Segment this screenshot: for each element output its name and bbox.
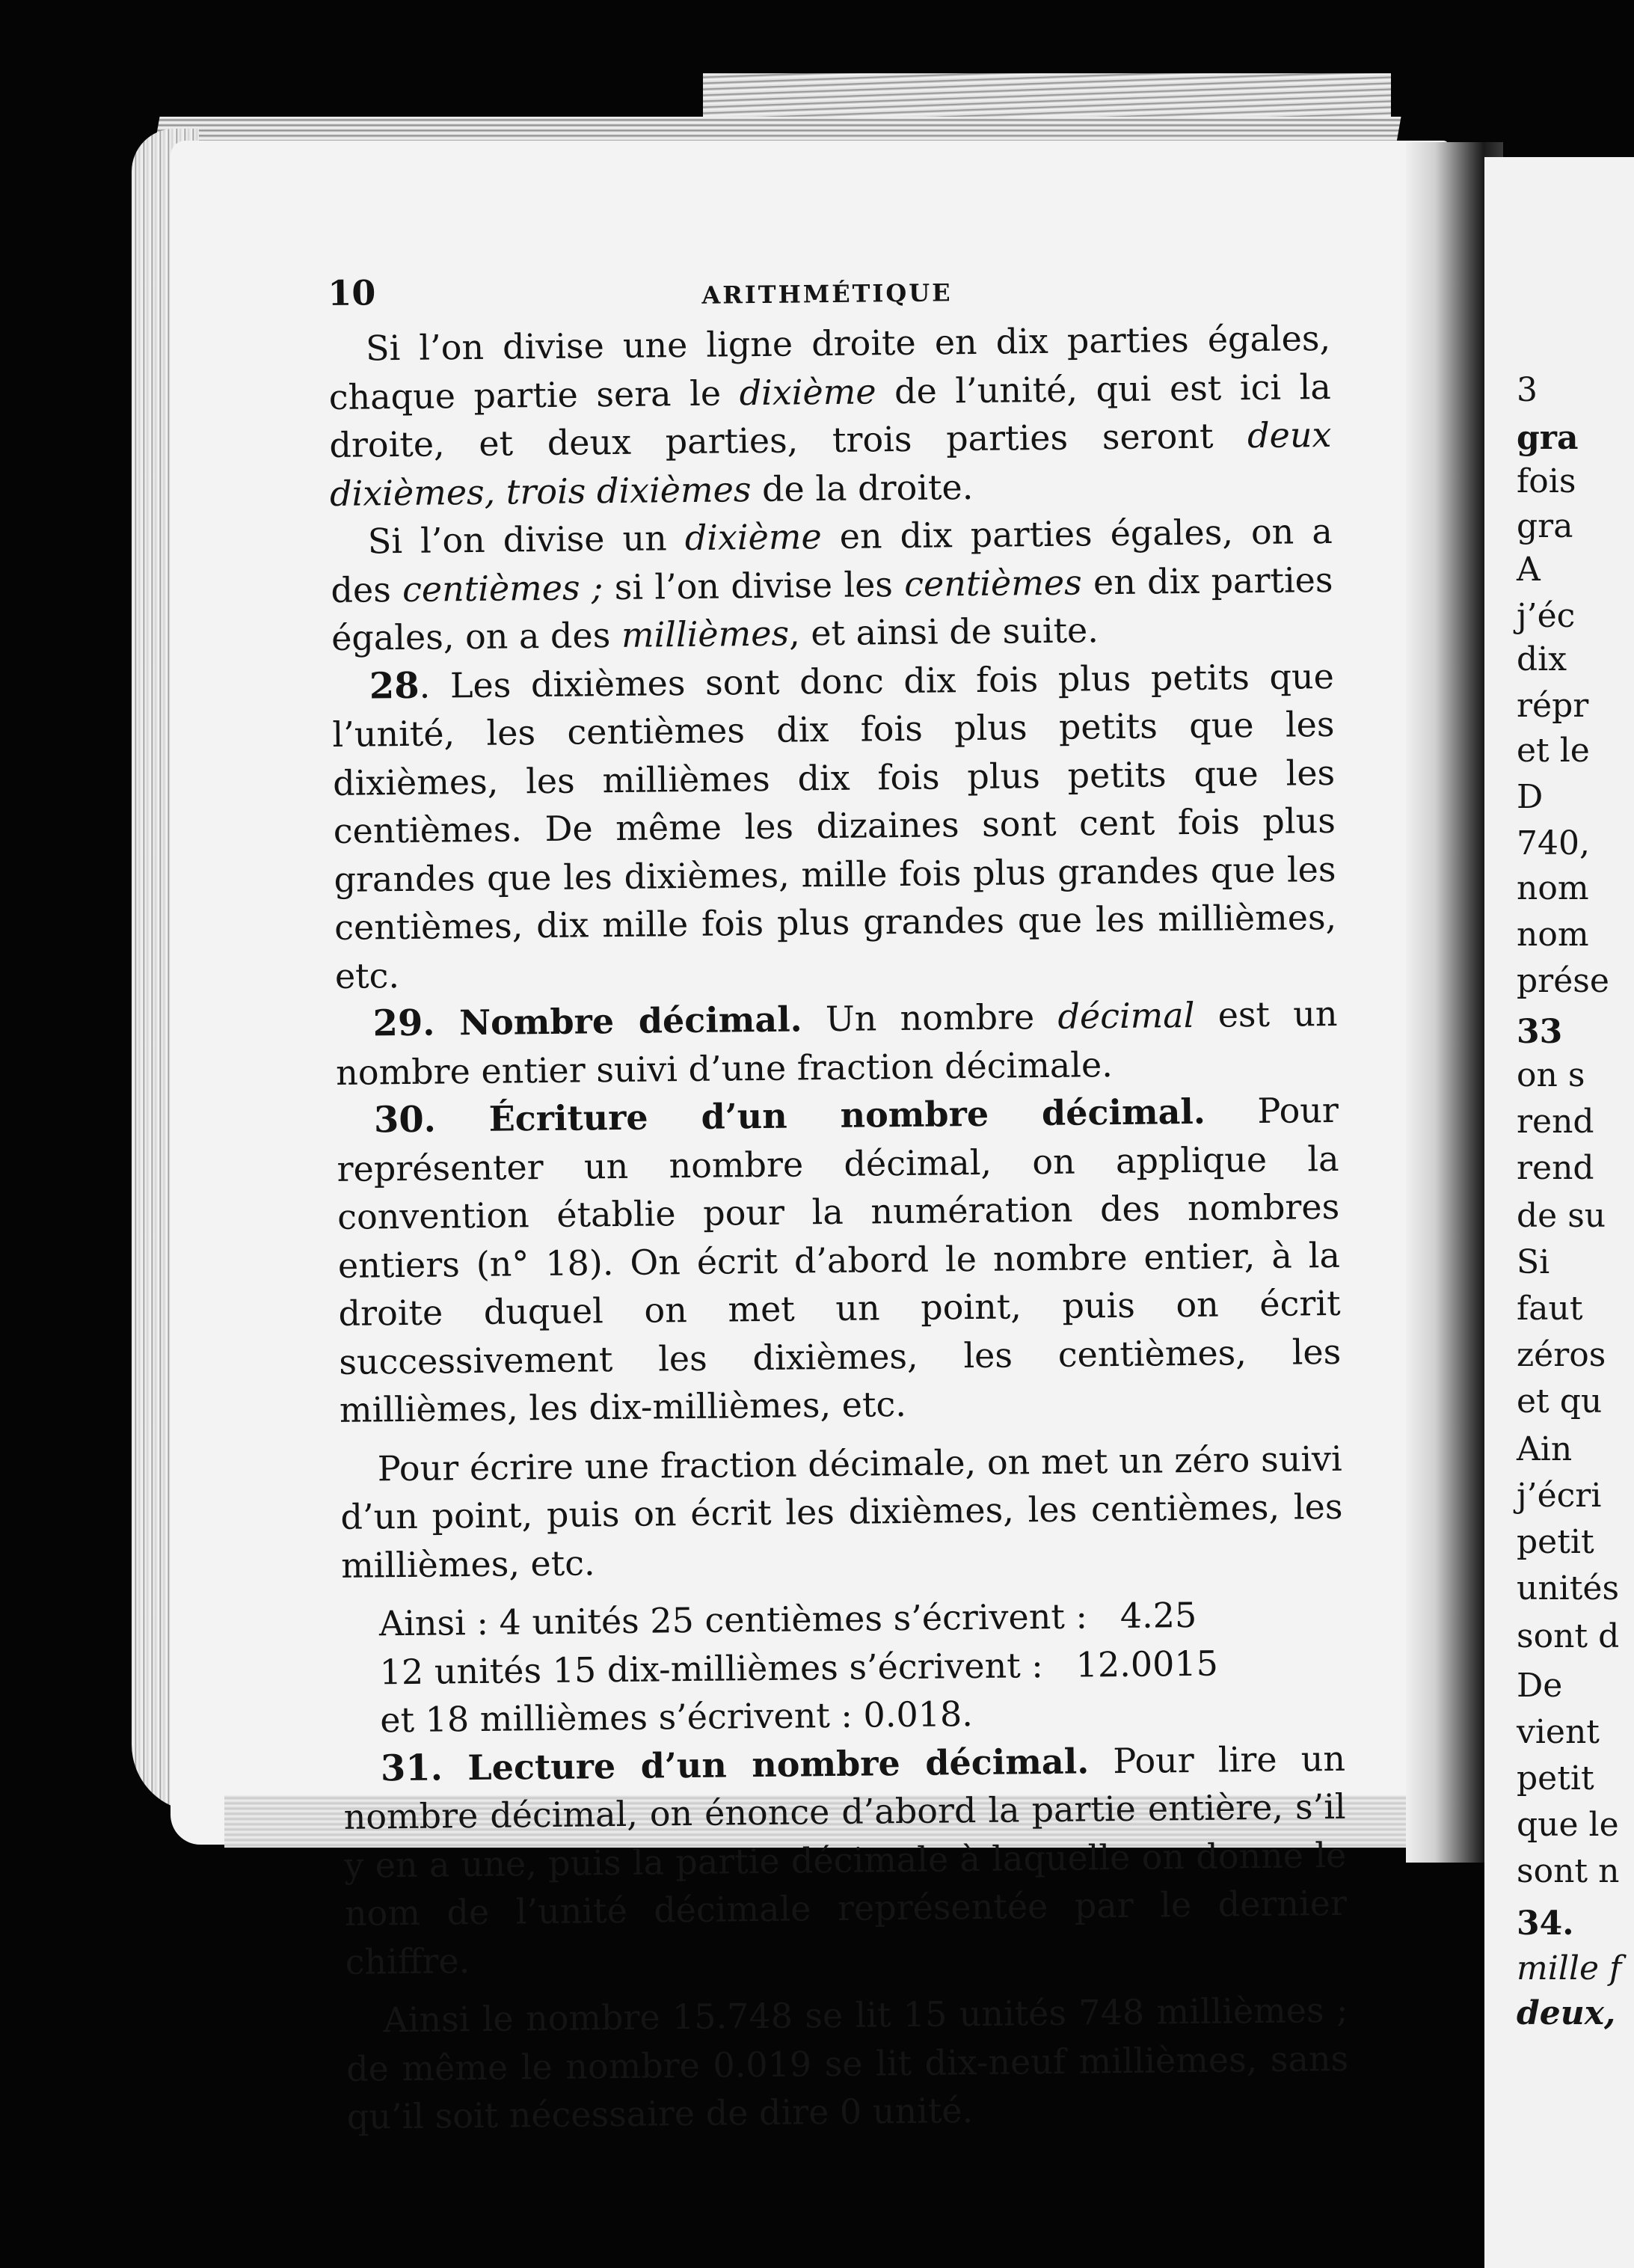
right-fragment: nom <box>1517 869 1589 907</box>
page-header <box>328 259 1330 322</box>
example-text: 12 unités 15 dix-millièmes s’écrivent : <box>379 1644 1044 1692</box>
paragraph-dixieme <box>328 314 1333 518</box>
right-fragment: De <box>1517 1667 1563 1705</box>
right-fragment: et qu <box>1517 1382 1603 1420</box>
italic-term: décimal <box>1057 994 1195 1037</box>
right-fragment: mille f <box>1517 1949 1622 1987</box>
text-run: , et ainsi de suite. <box>788 610 1099 654</box>
right-fragment: et le <box>1517 732 1590 770</box>
right-fragment: rend <box>1517 1103 1594 1141</box>
section-title: . Lecture d’un nombre décimal. <box>430 1740 1090 1789</box>
right-fragment: 33 <box>1517 1013 1563 1051</box>
section-31 <box>343 1734 1348 1986</box>
example-text: et 18 millièmes s’écrivent : <box>380 1694 853 1741</box>
right-fragment: gra <box>1517 419 1579 457</box>
right-fragment: 3 <box>1517 371 1538 409</box>
paragraph-fraction: Pour écrire une fraction décimale, on met un zéro suivi d’un point, puis on écrit les dixièmes, les centièmes, les millièmes, etc. <box>340 1438 1343 1586</box>
right-fragment: nom <box>1517 916 1589 954</box>
left-page-text <box>328 259 1349 2141</box>
running-title: ARITHMÉTIQUE <box>701 278 953 310</box>
right-fragment: 34. <box>1517 1904 1574 1943</box>
section-number: 28 <box>369 664 420 707</box>
section-28 <box>332 652 1338 1000</box>
italic-term: deux dixièmes, trois dixièmes <box>329 414 1332 514</box>
section-number: 29 <box>372 1002 423 1045</box>
right-fragment: petit <box>1517 1759 1594 1797</box>
text-run: Si l’on divise une ligne droite en dix parties égales, chaque partie sera le <box>328 317 1331 417</box>
right-fragment: que le <box>1517 1806 1619 1844</box>
right-fragment: deux, <box>1517 1994 1616 2032</box>
italic-term: millièmes <box>621 613 790 655</box>
right-fragment: gra <box>1517 507 1573 545</box>
section-30 <box>337 1086 1342 1435</box>
right-fragment: faut <box>1517 1290 1583 1328</box>
example-text: Ainsi : 4 unités 25 centièmes s’écrivent : <box>378 1596 1088 1644</box>
right-fragment: A <box>1517 551 1541 589</box>
right-fragment: sont d <box>1517 1617 1620 1655</box>
section-title: . Écriture d’un nombre décimal. <box>423 1091 1206 1140</box>
text-run: est un nombre entier suivi d’une fraction décimale. <box>335 993 1338 1093</box>
text-run: en dix parties égales, on a des <box>331 510 1333 610</box>
italic-term: centièmes <box>903 561 1082 604</box>
right-fragment: dix <box>1517 640 1567 678</box>
text-run: Un nombre <box>802 996 1058 1040</box>
right-fragment: 740, <box>1517 824 1590 862</box>
italic-term: centièmes ; <box>402 566 603 610</box>
right-fragment: de su <box>1517 1197 1606 1235</box>
paragraph-final-example: Ainsi le nombre 15.748 se lit 15 unités 748 millièmes ; de même le nombre 0.019 se lit dix-neuf millièmes, sans qu’il soit nécessaire de dire 0 unité. <box>345 1989 1349 2137</box>
page-number: 10 <box>328 272 376 313</box>
section-title: . Nombre décimal. <box>423 999 802 1043</box>
right-fragment: j’éc <box>1517 597 1576 635</box>
right-fragment: petit <box>1517 1523 1594 1561</box>
text-run: en dix parties égales, on a des <box>331 559 1333 658</box>
example-value: 12.0015 <box>1075 1643 1219 1685</box>
example-value: 0.018. <box>863 1694 974 1735</box>
text-run: de la droite. <box>751 466 974 509</box>
right-fragment: on s <box>1517 1056 1585 1094</box>
right-fragment: unités <box>1517 1569 1620 1607</box>
text-run: . Les dixièmes sont donc dix fois plus petits que l’unité, les centièmes dix fois plus petits que les dixièmes, les millièmes dix fois plus petits que les centièmes. De même les dizaines sont cent fois plus grandes que les dixièmes, mille fois plus grandes que les centièmes, dix mille fois plus grandes que les millièmes, etc. <box>332 655 1337 996</box>
right-fragment: j’écri <box>1517 1477 1602 1515</box>
text-run: si l’on divise les <box>603 563 905 607</box>
right-fragment: Ain <box>1517 1430 1573 1468</box>
section-number: 31 <box>380 1747 431 1789</box>
right-fragment: prése <box>1517 962 1609 1000</box>
italic-term: dixième <box>739 370 876 413</box>
italic-term: dixième <box>684 516 822 559</box>
right-fragment: répr <box>1517 687 1589 725</box>
section-29 <box>335 990 1338 1097</box>
text-run: Pour lire un nombre décimal, on énonce d’abord la partie entière, s’il y en a une, puis la partie décimale à laquelle on donne le nom de l’unité décimale représentée par le dernier chiffre. <box>343 1738 1348 1982</box>
text-run: de l’unité, qui est ici la droite, et deux parties, trois parties seront <box>329 366 1332 465</box>
examples-block <box>342 1590 1345 1745</box>
right-fragment: Si <box>1517 1243 1550 1281</box>
right-fragment: D <box>1517 778 1544 816</box>
section-number: 30 <box>373 1098 425 1141</box>
text-run: Si l’on divise un <box>367 518 686 562</box>
right-fragment: vient <box>1517 1713 1600 1751</box>
text-run: Pour représenter un nombre décimal, on applique la convention établie pour la numération des nombres entiers (n° 18). On écrit d’abord le nombre entier, à la droite duquel on met un point, puis on écrit successivement les dixièmes, les centièmes, les millièmes, les dix-millièmes, etc. <box>337 1089 1342 1430</box>
paragraph-centieme <box>330 507 1333 663</box>
right-fragment: sont n <box>1517 1852 1620 1890</box>
example-value: 4.25 <box>1119 1594 1197 1636</box>
right-fragment: fois <box>1517 462 1576 500</box>
right-fragment: rend <box>1517 1149 1594 1187</box>
right-fragment: zéros <box>1517 1336 1606 1374</box>
